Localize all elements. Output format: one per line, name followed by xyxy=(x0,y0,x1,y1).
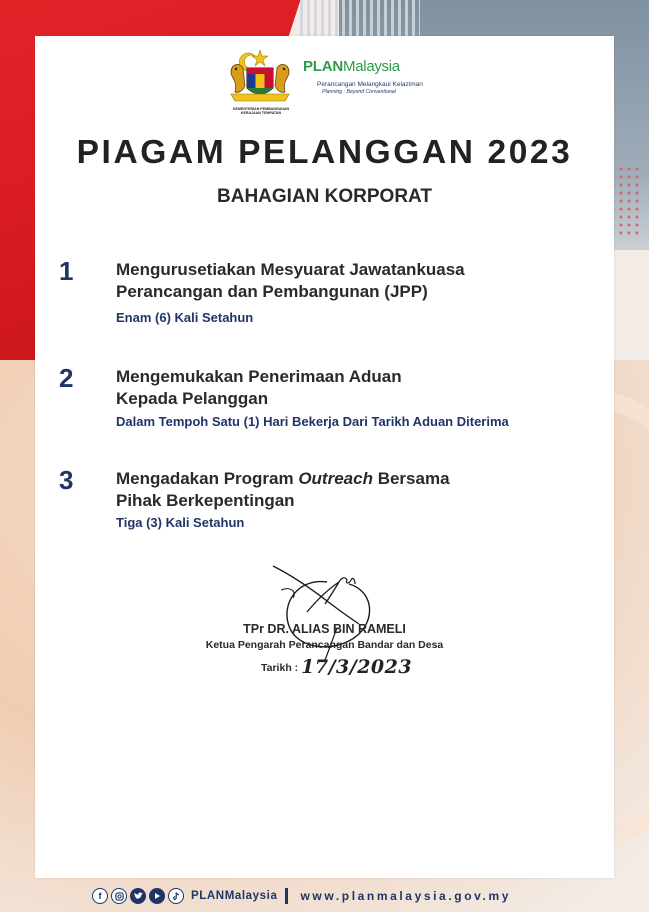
item-heading xyxy=(116,259,465,303)
facebook-icon[interactable]: f xyxy=(92,888,108,904)
crest-caption: KEMENTERIAN PEMBANGUNAN KERAJAAN TEMPATAN xyxy=(232,107,290,116)
item-heading-line-1: Mengemukakan Penerimaan Aduan xyxy=(116,367,402,386)
coat-of-arms-icon xyxy=(225,48,295,106)
youtube-icon[interactable] xyxy=(149,888,165,904)
footer xyxy=(0,884,649,908)
brand-subtagline: Planning : Beyond Conventional xyxy=(322,89,396,95)
item-number: 2 xyxy=(59,363,74,393)
item-heading-line-2: Pihak Berkepentingan xyxy=(116,491,295,510)
charter-card xyxy=(35,36,614,878)
tiktok-icon[interactable] xyxy=(168,888,184,904)
footer-bar xyxy=(92,884,511,908)
brand-malaysia: Malaysia xyxy=(343,58,400,75)
signature-block xyxy=(35,576,614,696)
item-heading-line-1 xyxy=(116,468,450,490)
brand-tagline: Perancangan Melangkaui Kelaziman xyxy=(317,81,423,88)
item-heading-text: Bersama xyxy=(372,469,450,488)
signatory-name: TPr DR. ALIAS BIN RAMELI xyxy=(243,622,406,636)
item-heading xyxy=(116,468,450,512)
background-stripes xyxy=(300,0,420,40)
twitter-icon[interactable] xyxy=(130,888,146,904)
instagram-icon[interactable] xyxy=(111,888,127,904)
signatory-date xyxy=(261,656,412,678)
item-detail: Tiga (3) Kali Setahun xyxy=(116,515,245,530)
footer-divider xyxy=(285,888,288,904)
page-title: PIAGAM PELANGGAN 2023 xyxy=(76,134,573,171)
page-subtitle: BAHAGIAN KORPORAT xyxy=(217,186,432,207)
date-label: Tarikh : xyxy=(261,662,299,674)
item-detail: Enam (6) Kali Setahun xyxy=(116,310,254,325)
date-value: 17/3/2023 xyxy=(301,656,413,678)
footer-handle: PLANMalaysia xyxy=(191,890,278,902)
footer-website-link[interactable]: www.planmalaysia.gov.my xyxy=(300,889,511,903)
signatory-role: Ketua Pengarah Perancangan Bandar dan Desa xyxy=(205,639,444,651)
item-detail: Dalam Tempoh Satu (1) Hari Bekerja Dari Tarikh Aduan Diterima xyxy=(116,414,509,429)
item-heading-text: Mengadakan Program xyxy=(116,469,299,488)
item-heading-line-2: Perancangan dan Pembangunan (JPP) xyxy=(116,282,428,301)
item-number: 3 xyxy=(59,465,74,495)
logo-area xyxy=(225,48,465,118)
brand-logo xyxy=(303,58,400,76)
item-heading xyxy=(116,366,402,410)
item-heading-line-1: Mengurusetiakan Mesyuarat Jawatankuasa xyxy=(116,260,465,279)
item-heading-line-2: Kepada Pelanggan xyxy=(116,389,269,408)
brand-plan: PLAN xyxy=(303,58,344,75)
item-number: 1 xyxy=(59,256,74,286)
item-heading-italic: Outreach xyxy=(298,469,373,488)
